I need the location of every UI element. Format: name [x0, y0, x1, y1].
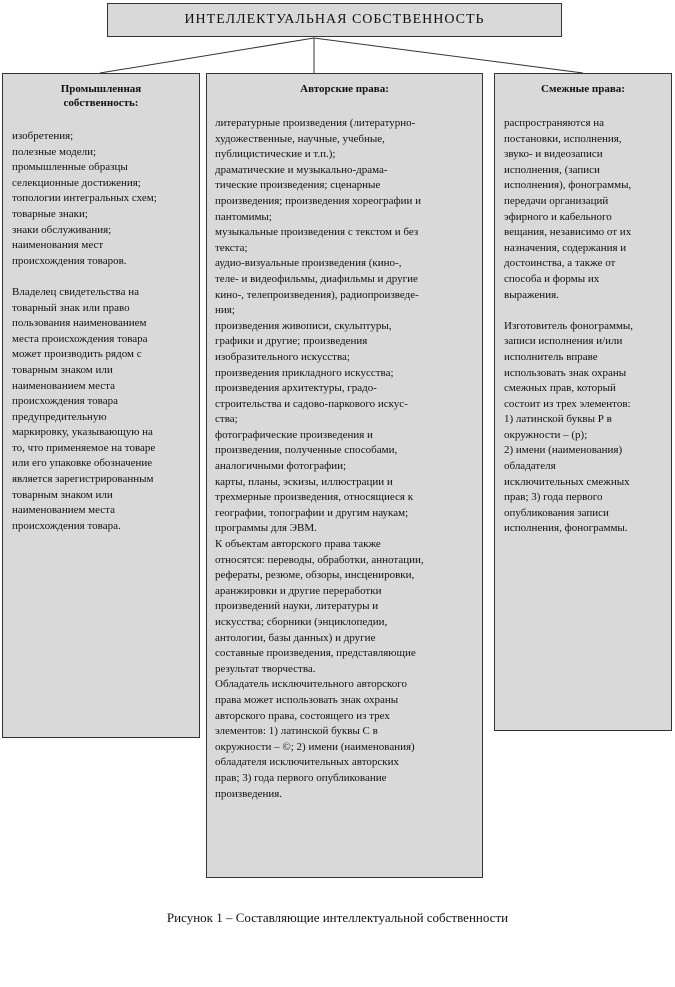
copyright-box	[206, 73, 483, 878]
diagram-title: ИНТЕЛЛЕКТУАЛЬНАЯ СОБСТВЕННОСТЬ	[184, 12, 485, 27]
figure-caption: Рисунок 1 – Составляющие интеллектуальной собственности	[166, 910, 509, 925]
title-box	[107, 3, 562, 37]
connector-left	[100, 38, 314, 73]
copyright-text: литературные произведения (литературно- художественные, научные, учебные, публицистические и т.п.); драматические и музыкально-драма- тические произведения; сценарные произведения; произведения хореографии и пантомимы; музыкальные произведения с текстом и без текста; аудио-визуальные произведения (кино-, теле- и видеофильмы, диафильмы и другие кино-, телепроизведения), радиопроизведе- ния; произведения живописи, скульптуры, графики и другие; произведения изобразительного искусства; произведения прикладного искусства; произведения архитектуры, градо- строительства и садово-паркового искус- ства; фотографические произведения и произведения, полученные способами, аналогичными фотографии; карты, планы, эскизы, иллюстрации и трехмерные произведения, относящиеся к географии, топографии и другим наукам; программы для ЭВМ. К объектам авторского права также относятся: переводы, обработки, аннотации, рефераты, резюме, обзоры, инсценировки, аранжировки и другие переработки произведений науки, литературы и искусства; сборники (энциклопедии, антологии, базы данных) и другие составные произведения, представляющие результат творчества. Обладатель исключительного авторского права может использовать знак охраны авторского права, состоящего из трех элементов: 1) латинской буквы С в окружности – ©; 2) имени (наименования) обладателя исключительных авторских прав; 3) года первого опубликование произведения.	[215, 117, 424, 800]
connector-right	[314, 38, 583, 73]
industrial-property-heading: Промышленная собственность:	[60, 83, 142, 109]
related-rights-text: распространяются на постановки, исполнения, звуко- и видеозаписи исполнения, (записи исполнения), фонограммы, передачи организаций эфирного и кабельного вещания, независимо от их назначения, содержания и достоинства, а также от способа и формы их выражения. Изготовитель фонограммы, записи исполнения и/или исполнитель вправе использовать знак охраны смежных прав, который состоит из трех элементов: 1) латинской буквы Р в окружности – (р); 2) имени (наименования) обладателя исключительных смежных прав; 3) года первого опубликования записи исполнения, фонограммы.	[504, 117, 634, 535]
copyright-heading: Авторские права:	[300, 83, 389, 95]
related-rights-heading: Смежные права:	[541, 83, 625, 95]
related-rights-box	[494, 73, 672, 731]
industrial-property-text: изобретения; полезные модели; промышленные образцы селекционные достижения; топологии интегральных схем; товарные знаки; знаки обслуживания; наименования мест происхождения товаров. Владелец свидетельства на товарный знак или право пользования наименованием места происхождения товара может производить рядом с товарным знаком или наименованием места происхождения товара предупредительную маркировку, указывающую на то, что применяемое на товаре или его упаковке обозначение является зарегистрированным товарным знаком или наименованием места происхождения товара.	[12, 130, 157, 532]
industrial-property-box	[2, 73, 200, 738]
